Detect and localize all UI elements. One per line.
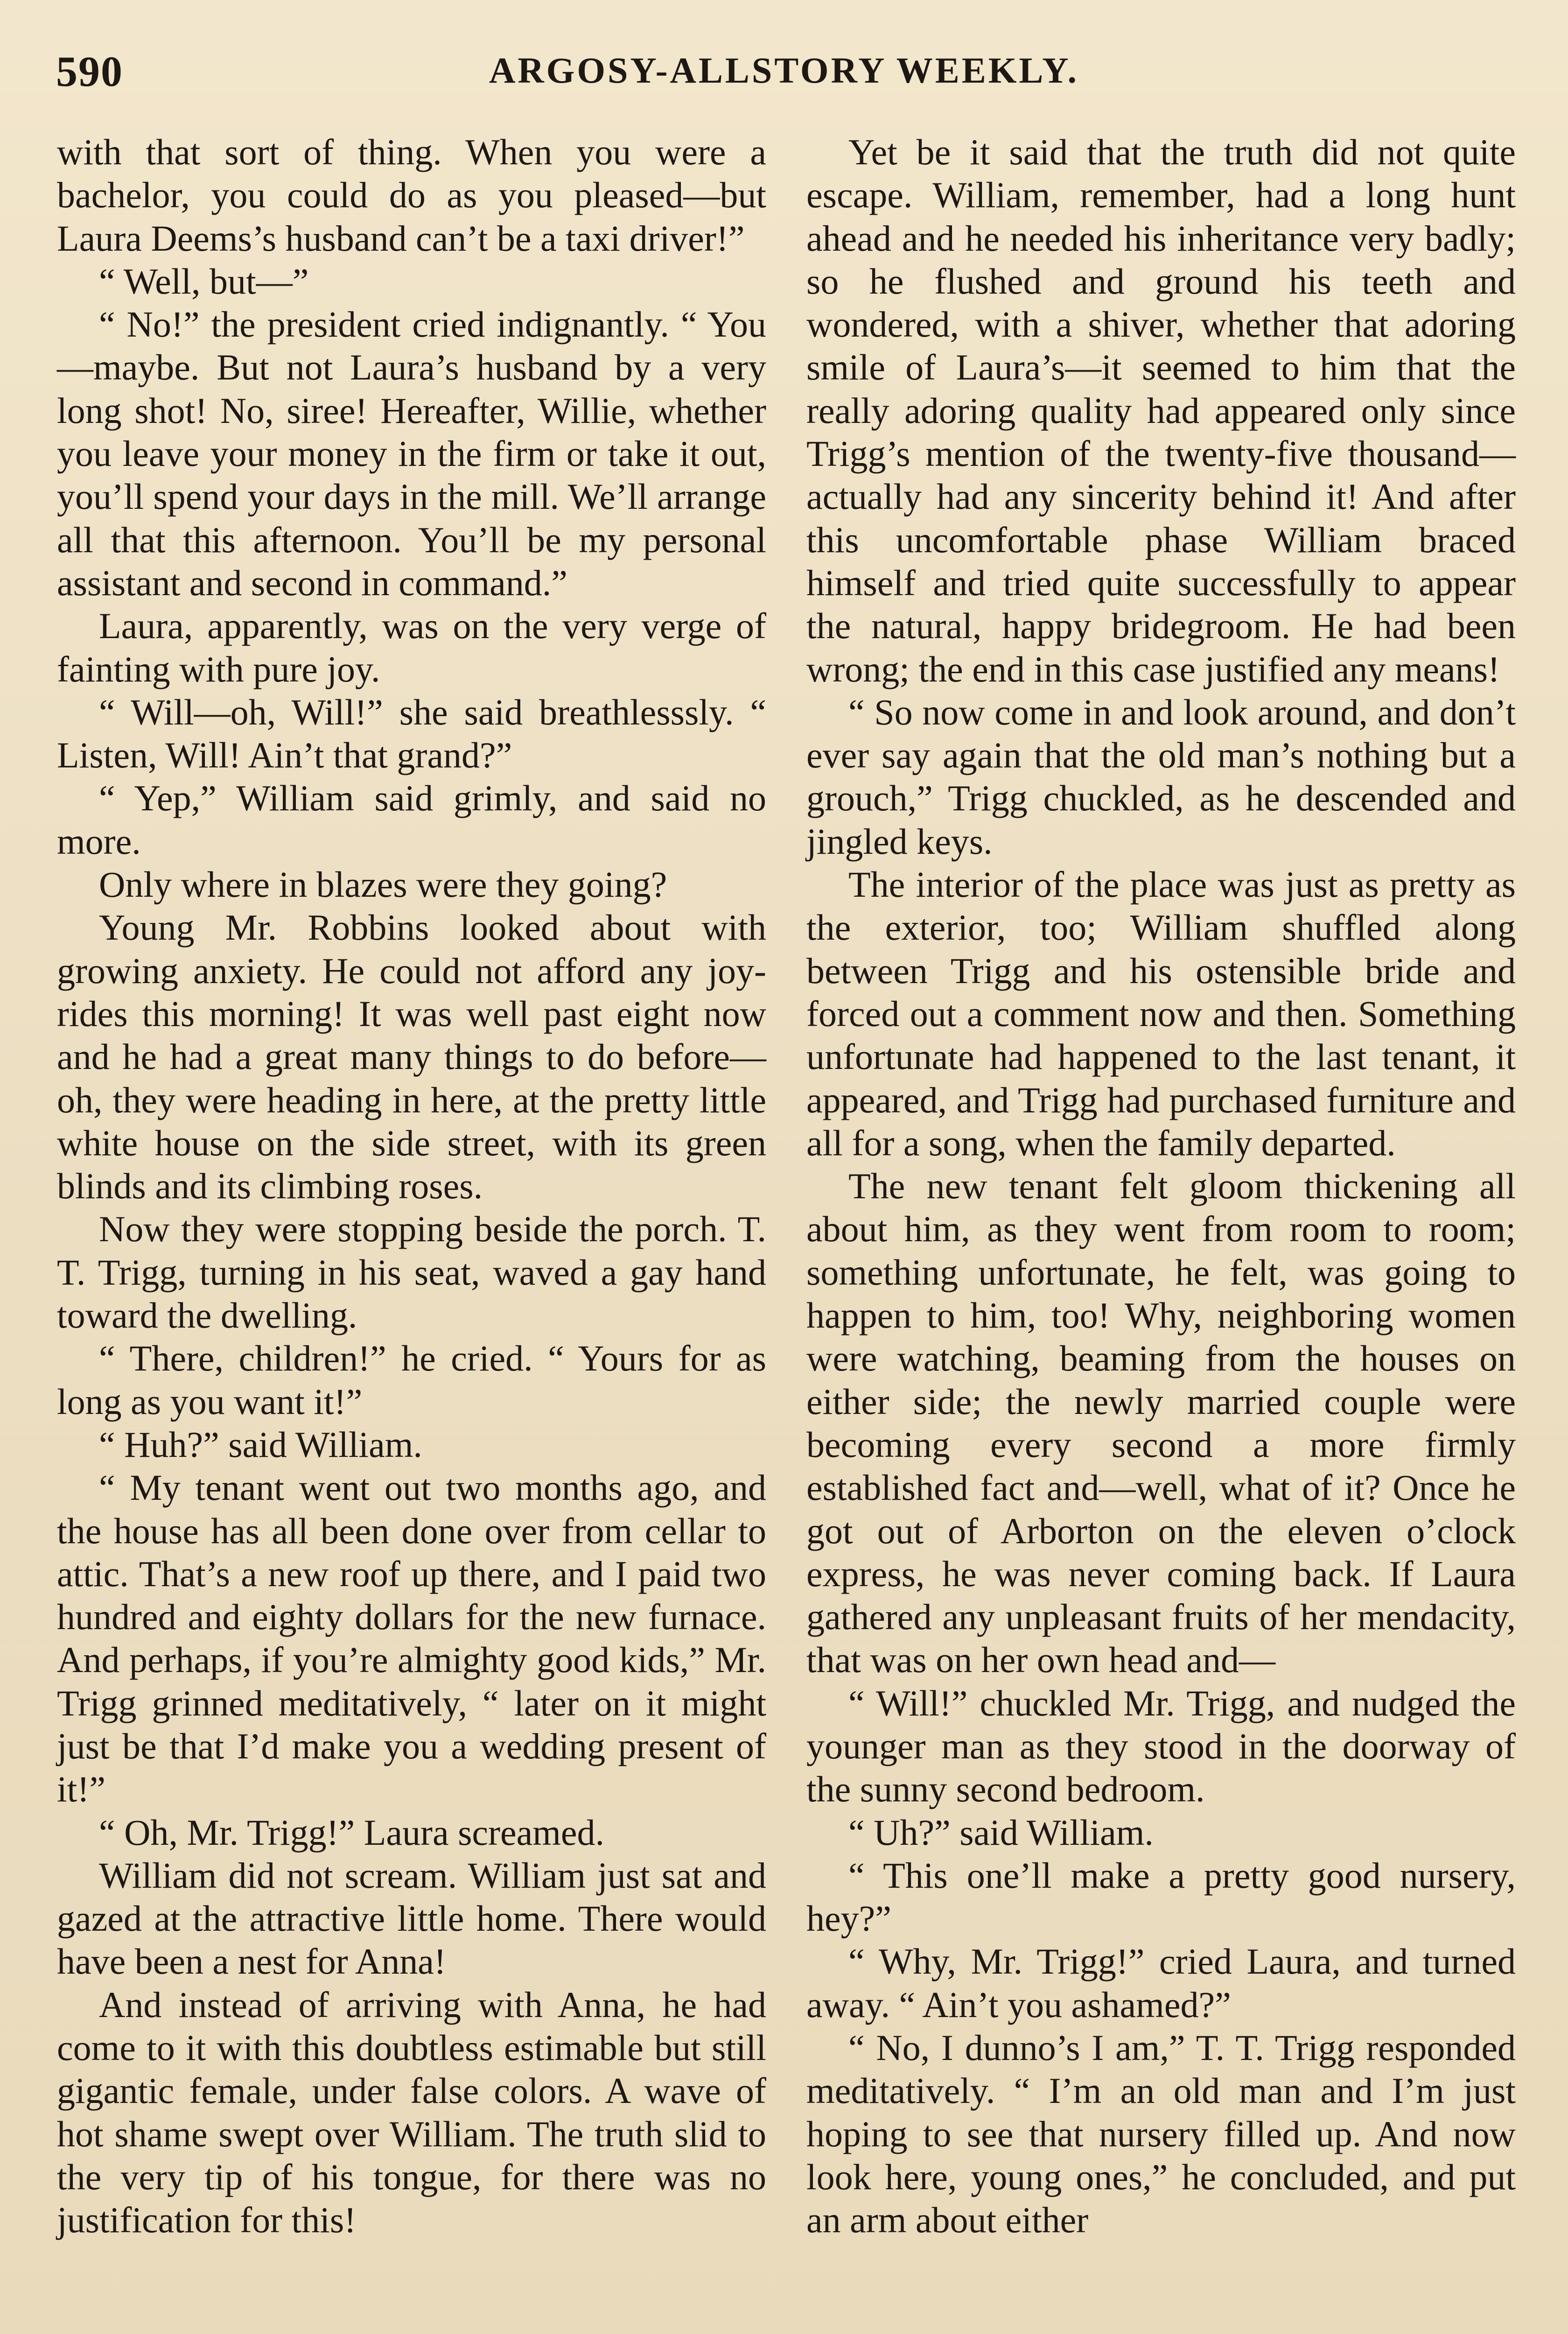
paragraph: “ Huh?” said William. — [99, 1424, 422, 1465]
paragraph: with that sort of thing. When you were a bachelor, you could do as you pleased—but Laura Deems’s husband can’t be a taxi driver!” — [57, 132, 766, 259]
paragraph: Now they were stopping beside the porch. T. T. Trigg, turning in his seat, waved a gay hand toward the dwelling. — [57, 1209, 766, 1336]
page-header — [56, 47, 1512, 98]
right-column — [806, 131, 1516, 2242]
left-column — [57, 131, 766, 2242]
page-number: 590 — [56, 48, 123, 95]
paragraph: “ Will—oh, Will!” she said breathlesssly. “ Listen, Will! Ain’t that grand?” — [57, 691, 766, 776]
paragraph: William did not scream. William just sat and gazed at the attractive little home. There would have been a nest for Anna! — [57, 1855, 766, 1982]
paragraph: The new tenant felt gloom thickening all about him, as they went from room to room; something unfortunate, he felt, was going to happen to him, too! Why, neighboring women were watching, beaming from the houses on either side; the newly married couple were becoming every second a more firmly established fact and—well, what of it? Once he got out of Arborton on the eleven o’clock express, he was never coming back. If Laura gathered any unpleasant fruits of her mendacity, that was on her own head and— — [806, 1166, 1516, 1680]
paragraph: “ Well, but—” — [99, 260, 309, 302]
paragraph: “ Yep,” William said grimly, and said no more. — [57, 778, 766, 862]
paragraph: “ Will!” chuckled Mr. Trigg, and nudged the younger man as they stood in the doorway of the sunny second bedroom. — [806, 1682, 1516, 1810]
paragraph: “ No, I dunno’s I am,” T. T. Trigg responded meditatively. “ I’m an old man and I’m just hoping to see that nursery filled up. And now look here, young ones,” he concluded, and put an arm about either — [806, 2027, 1516, 2241]
paragraph: Young Mr. Robbins looked about with growing anxiety. He could not afford any joy-rides this morning! It was well past eight now and he had a great many things to do before—oh, they were heading in here, at the pretty little white house on the side street, with its green blinds and its climbing roses. — [57, 907, 766, 1207]
running-head: ARGOSY-ALLSTORY WEEKLY. — [489, 50, 1079, 91]
paragraph: Only where in blazes were they going? — [99, 864, 667, 905]
paragraph: “ Uh?” said William. — [848, 1812, 1154, 1853]
paragraph: “ Oh, Mr. Trigg!” Laura screamed. — [99, 1812, 605, 1853]
paragraph: “ This one’ll make a pretty good nursery, hey?” — [806, 1855, 1516, 1939]
paragraph: “ No!” the president cried indignantly. “ You—maybe. But not Laura’s husband by a very long shot! No, siree! Hereafter, Willie, whether you leave your money in the firm or take it out, you’ll spend your days in the mill. We’ll arrange all that this afternoon. You’ll be my personal assistant and second in command.” — [57, 304, 766, 603]
paragraph: “ So now come in and look around, and don’t ever say again that the old man’s nothing but a grouch,” Trigg chuckled, as he descended and jingled keys. — [806, 691, 1516, 862]
paragraph: Laura, apparently, was on the very verge of fainting with pure joy. — [57, 605, 766, 689]
paragraph: “ There, children!” he cried. “ Yours for as long as you want it!” — [57, 1338, 766, 1422]
paragraph: And instead of arriving with Anna, he had come to it with this doubtless estimable but still gigantic female, under false colors. A wave of hot shame swept over William. The truth slid to the very tip of his tongue, for there was no justification for this! — [57, 1984, 766, 2241]
paragraph: The interior of the place was just as pretty as the exterior, too; William shuffled along between Trigg and his ostensible bride and forced out a comment now and then. Something unfortunate had happened to the last tenant, it appeared, and Trigg had purchased furniture and all for a song, when the family departed. — [806, 864, 1516, 1163]
paragraph: “ My tenant went out two months ago, and the house has all been done over from cellar to attic. That’s a new roof up there, and I paid two hundred and eighty dollars for the new furnace. And perhaps, if you’re almighty good kids,” Mr. Trigg grinned meditatively, “ later on it might just be that I’d make you a wedding present of it!” — [57, 1467, 766, 1810]
paragraph: “ Why, Mr. Trigg!” cried Laura, and turned away. “ Ain’t you ashamed?” — [806, 1941, 1516, 2025]
paragraph: Yet be it said that the truth did not quite escape. William, remember, had a long hunt ahead and he needed his inheritance very badly; so he flushed and ground his teeth and wondered, with a shiver, whether that adoring smile of Laura’s—it seemed to him that the really adoring quality had appeared only since Trigg’s mention of the twenty-five thousand—actually had any sincerity behind it! And after this uncomfortable phase William braced himself and tried quite successfully to appear the natural, happy bridegroom. He had been wrong; the end in this case justified any means! — [806, 132, 1516, 689]
